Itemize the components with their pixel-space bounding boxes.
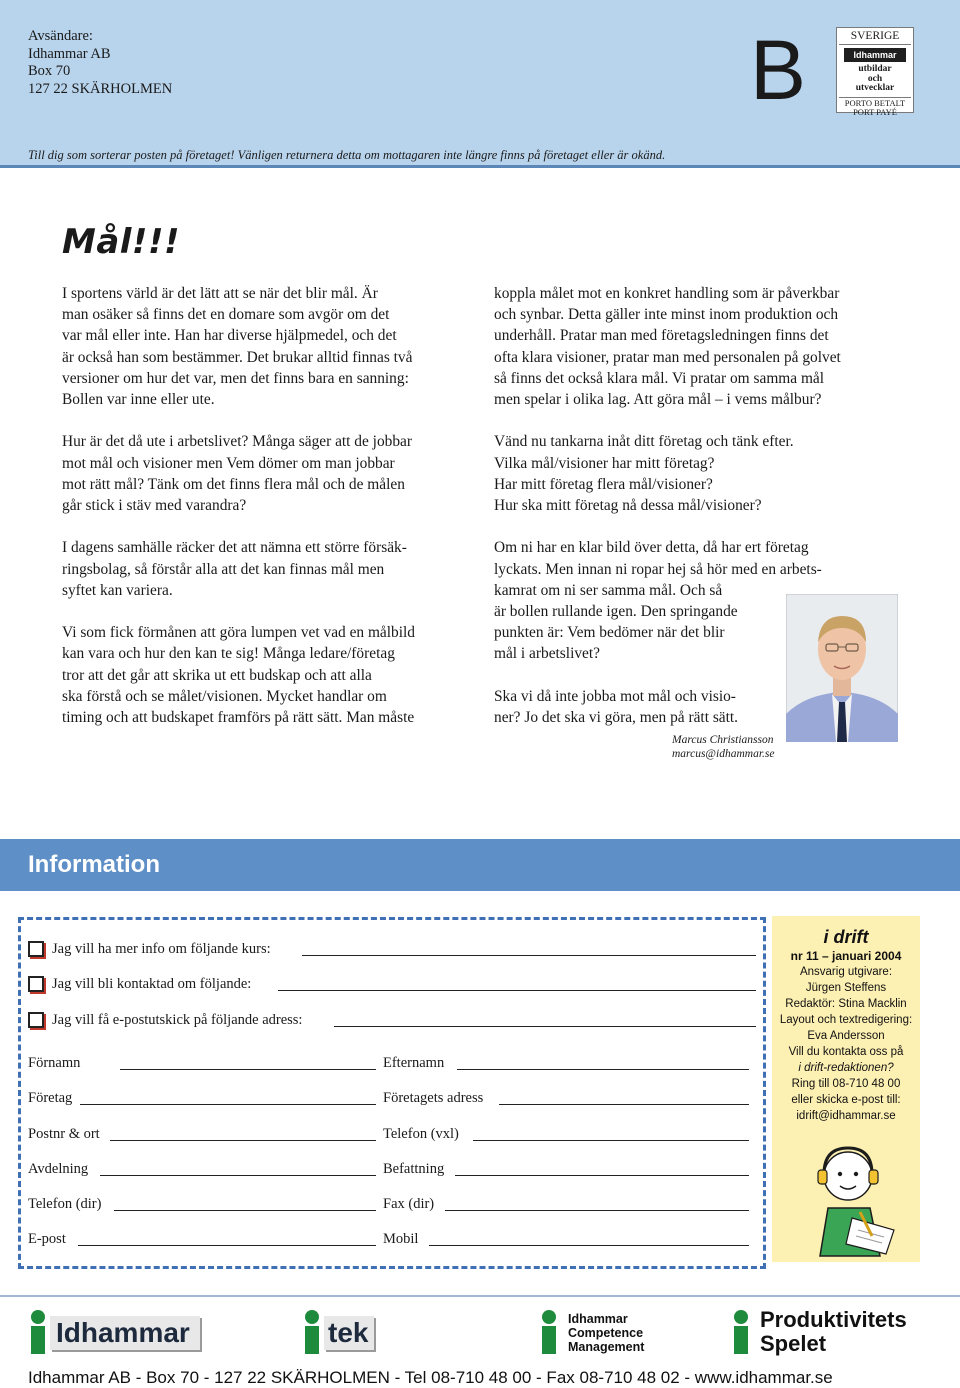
field-label: Mobil (383, 1231, 419, 1247)
logo-text-block (760, 1308, 907, 1356)
colophon-line: Layout och textredigering: (779, 1014, 913, 1026)
field-label: Postnr & ort (28, 1126, 100, 1142)
field-department[interactable] (28, 1158, 376, 1180)
checkbox-label: Jag vill bli kontaktad om följande: (52, 976, 252, 992)
field-label: Företag (28, 1090, 73, 1106)
field-phone-direct[interactable] (28, 1193, 376, 1215)
stamp-slogan-line: utvecklar (855, 83, 895, 93)
field-mobile[interactable] (383, 1228, 749, 1250)
write-in-line[interactable] (302, 955, 756, 956)
signature-name: Marcus Christiansson (672, 734, 774, 746)
footer-divider (0, 1295, 960, 1297)
ps-i-icon (732, 1310, 750, 1354)
postal-class-letter: B (750, 23, 807, 117)
logo-text-block (568, 1312, 644, 1354)
mascot-illustration (800, 1138, 896, 1258)
field-label: Befattning (383, 1161, 445, 1177)
article-paragraph: I dagens samhälle räcker det att nämna ett större försäk- ringsbolag, så förstår alla att det kan finnas mål men syftet kan variera. (62, 539, 407, 599)
stamp-brand-logo: Idhammar (844, 48, 906, 62)
article-paragraph: Ska vi då inte jobba mot mål och visio- ner? Jo det ska vi göra, men på rätt sätt. (494, 687, 739, 727)
article-paragraph: I sportens värld är det lätt att se när det blir mål. Är man osäker så finns det en domare som avgör om det var mål eller inte. Han har diverse hjälpmedel, och det är också han som bestämmer. Det brukar alltid finnas två versioner om hur det var, men det finns bara en sanning: Bollen var inne eller ute. (62, 285, 413, 409)
field-label: Företagets adress (383, 1090, 484, 1106)
checkbox[interactable] (28, 941, 44, 957)
write-in-line[interactable] (457, 1069, 749, 1070)
article-paragraph: koppla målet mot en konkret handling som är påverkbar och synbar. Detta gäller inte minst inom produktion och underhåll. Pratar man med företagsledningen finns det ofta klara visioner, pratar man med personalen på golvet så finns det också klara mål. Vi pratar om samma mål men spelar i olika lag. Att göra mål – i vems målbur? (494, 285, 841, 409)
cm-i-icon (540, 1310, 558, 1354)
field-label: Förnamn (28, 1055, 81, 1071)
stamp-slogan-line: och (867, 73, 883, 84)
write-in-line[interactable] (100, 1175, 376, 1176)
checkbox-row-email-list[interactable] (28, 1009, 756, 1031)
field-position[interactable] (383, 1158, 749, 1180)
write-in-line[interactable] (80, 1104, 376, 1105)
logo-text: Idhammar (56, 1317, 190, 1348)
logo-idhammar[interactable] (28, 1310, 198, 1356)
author-photo (786, 594, 898, 742)
write-in-line[interactable] (120, 1069, 376, 1070)
colophon-line: Vill du kontakta oss på (788, 1046, 904, 1058)
article-headline: Mål!!! (62, 222, 180, 262)
field-label: Avdelning (28, 1161, 89, 1177)
stamp-country: SVERIGE (839, 30, 911, 45)
colophon-email[interactable]: idrift@idhammar.se (796, 1110, 896, 1122)
logo-competence-management[interactable] (540, 1310, 680, 1356)
article-paragraph: Vänd nu tankarna inåt ditt företag och tänk efter. Vilka mål/visioner har mitt företag? Har mitt företag flera mål/visioner? Hur ska mitt företag nå dessa mål/visioner? (494, 433, 794, 515)
sender-line: 127 22 SKÄRHOLMEN (28, 80, 173, 97)
stamp-porto-line: PORT PAYÉ (853, 107, 897, 117)
sender-line: Avsändare: (28, 28, 93, 44)
article-paragraph: Om ni har en klar bild över detta, då har ert företag lyckats. Men innan ni ropar hej så hör med en arbets- kamrat om ni ser samma mål. Och så är bollen rullande igen. Den springande punkten är: Vem bedömer när det blir mål i arbetslivet? (494, 539, 822, 663)
article-paragraph: Vi som fick förmånen att göra lumpen vet vad en målbild kan vara och hur den kan te sig! Många ledare/företag tror att det går att skrika ut ett budskap och att alla ska förstå och se målet/visionen. Mycket handlar om timing och att budskapet framförs på rätt sätt. Man måste (62, 624, 415, 727)
signature-email: marcus@idhammar.se (672, 748, 775, 760)
field-label: Efternamn (383, 1055, 445, 1071)
write-in-line[interactable] (278, 990, 756, 991)
write-in-line[interactable] (334, 1026, 756, 1027)
colophon-line: i drift-redaktionen? (798, 1062, 894, 1074)
idhammar-i-icon (28, 1310, 48, 1354)
return-note: Till dig som sorterar posten på företaget! Vänligen returnera detta om mottagaren inte längre finns på företaget eller är okänd. (28, 148, 666, 162)
tek-i-icon (302, 1310, 322, 1354)
logo-text-line: Competence (568, 1326, 644, 1340)
article-paragraph: Hur är det då ute i arbetslivet? Många säger att de jobbar mot mål och visioner men Vem dömer om man jobbar mot rätt mål? Tänk om det finns flera mål och de målen går stick i stäv med varandra? (62, 433, 412, 515)
logo-text-line: Produktivitets (760, 1307, 907, 1332)
checkbox-label: Jag vill ha mer info om följande kurs: (52, 941, 271, 957)
field-label: Telefon (dir) (28, 1196, 102, 1212)
write-in-line[interactable] (110, 1140, 376, 1141)
field-label: E-post (28, 1231, 66, 1247)
sender-line: Box 70 (28, 63, 71, 79)
field-last-name[interactable] (383, 1052, 749, 1074)
write-in-line[interactable] (473, 1140, 749, 1141)
logo-tek[interactable] (302, 1310, 378, 1356)
colophon-line: Redaktör: Stina Macklin (785, 998, 907, 1010)
field-label: Fax (dir) (383, 1196, 435, 1212)
write-in-line[interactable] (429, 1245, 749, 1246)
field-phone-switchboard[interactable] (383, 1123, 749, 1145)
field-label: Telefon (vxl) (383, 1126, 459, 1142)
magazine-name: i drift (823, 927, 869, 947)
checkbox-row-contact[interactable] (28, 973, 756, 995)
colophon-box (772, 916, 920, 1262)
write-in-line[interactable] (499, 1104, 749, 1105)
logo-text-line: Idhammar (568, 1312, 628, 1326)
checkbox-row-course-info[interactable] (28, 938, 756, 960)
postage-stamp (836, 27, 914, 117)
logo-produktivitetsspelet[interactable] (732, 1307, 932, 1356)
sender-address (28, 28, 172, 98)
field-postcode-city[interactable] (28, 1123, 376, 1145)
colophon-line: Ansvarig utgivare: (799, 966, 893, 978)
write-in-line[interactable] (114, 1210, 376, 1211)
colophon-line: eller skicka e-post till: (791, 1094, 901, 1106)
stamp-porto (839, 97, 911, 118)
field-company[interactable] (28, 1087, 376, 1109)
write-in-line[interactable] (455, 1175, 749, 1176)
stamp-slogan (837, 65, 913, 94)
information-title: Information (28, 851, 160, 878)
checkbox[interactable] (28, 976, 44, 992)
checkbox[interactable] (28, 1012, 44, 1028)
logo-text-line: Spelet (760, 1331, 827, 1356)
issue-number: nr 11 – januari 2004 (790, 949, 902, 963)
colophon-line: Jürgen Steffens (805, 982, 887, 994)
write-in-line[interactable] (445, 1210, 749, 1211)
article-column-left (62, 283, 482, 749)
stamp-porto-line: PORTO BETALT (844, 97, 906, 108)
footer-address: Idhammar AB - Box 70 - 127 22 SKÄRHOLMEN - Tel 08-710 48 00 - Fax 08-710 48 02 - www.idhammar.se (28, 1368, 833, 1387)
logo-text: tek (328, 1317, 369, 1348)
checkbox-label: Jag vill få e-postutskick på följande adress: (52, 1012, 303, 1028)
stamp-slogan-line: utbildar (858, 64, 892, 74)
write-in-line[interactable] (78, 1245, 376, 1246)
article-signature (672, 733, 774, 761)
colophon-line: Eva Andersson (807, 1030, 885, 1042)
field-fax-direct[interactable] (383, 1193, 749, 1215)
sender-line: Idhammar AB (28, 45, 111, 62)
logo-text-line: Management (568, 1340, 645, 1354)
field-first-name[interactable] (28, 1052, 376, 1074)
colophon-line: Ring till 08-710 48 00 (791, 1078, 901, 1090)
field-company-address[interactable] (383, 1087, 749, 1109)
field-email[interactable] (28, 1228, 376, 1250)
